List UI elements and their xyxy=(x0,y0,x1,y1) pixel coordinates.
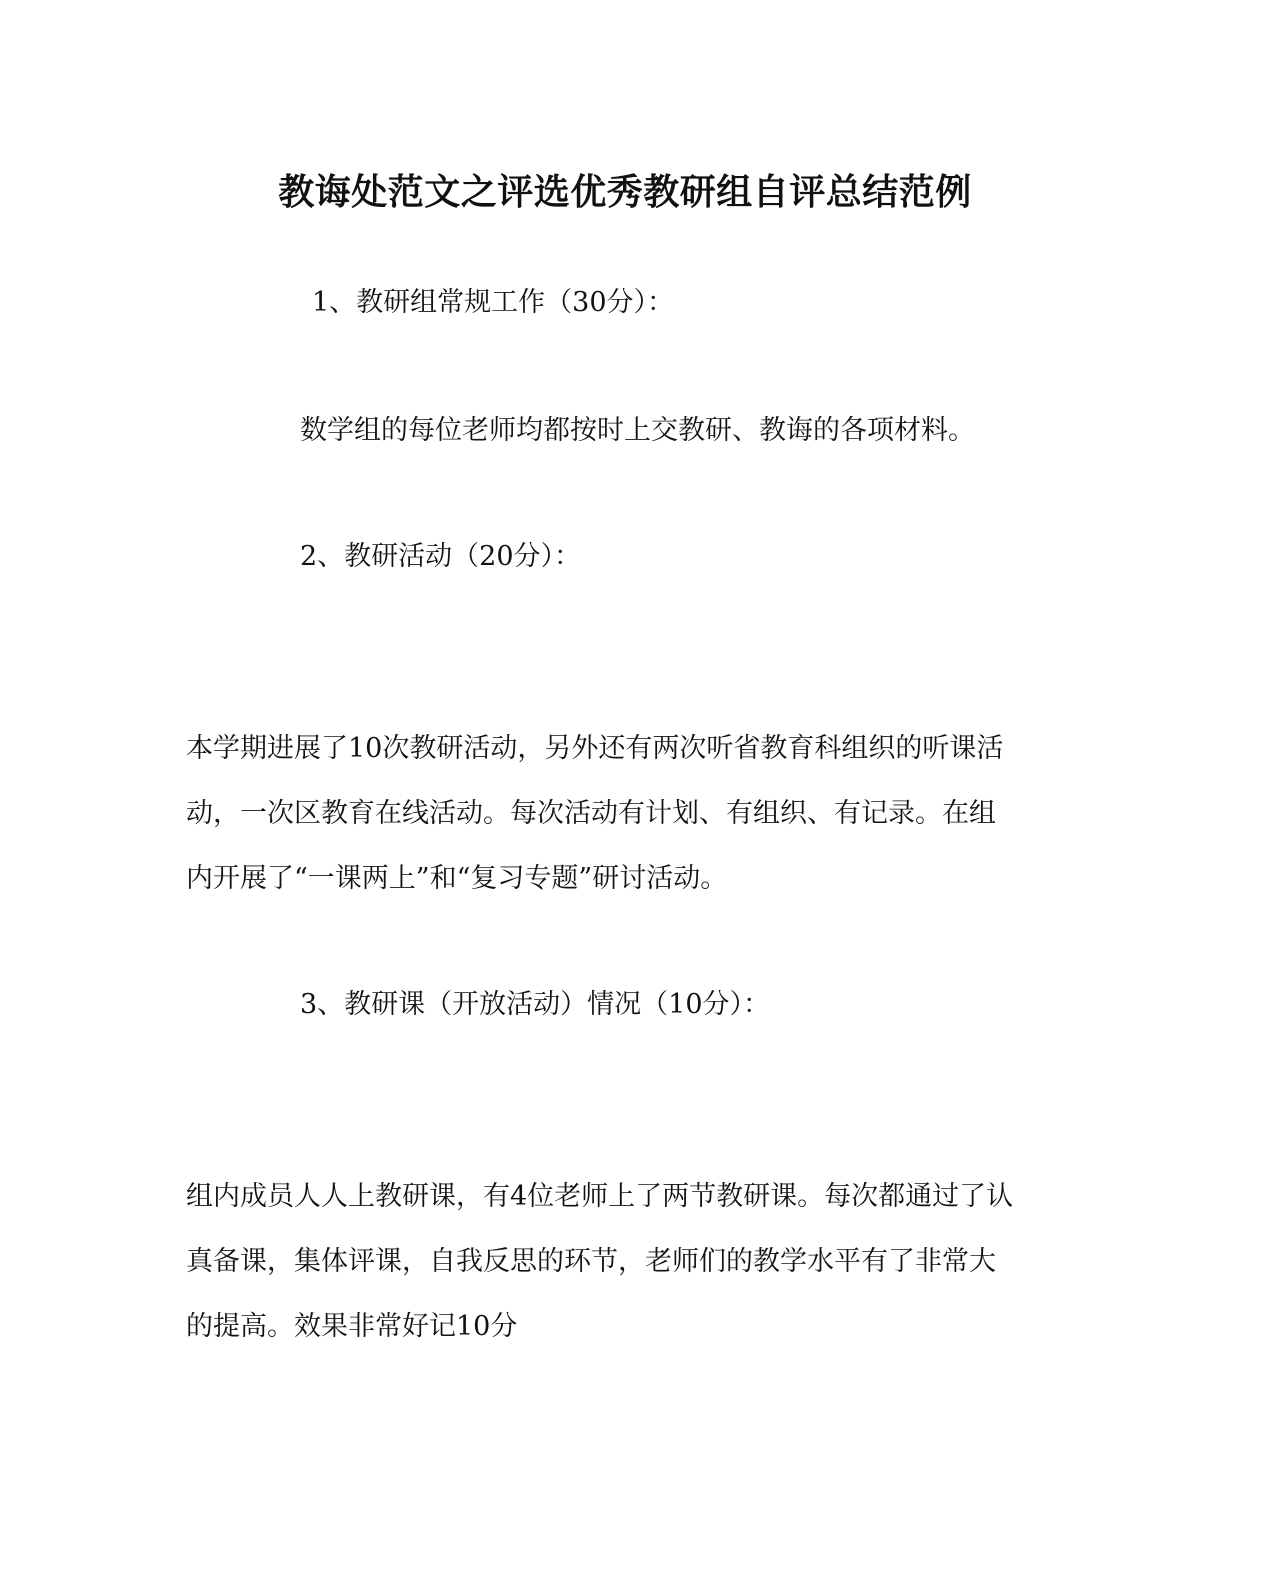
section-1-paragraph-line: 数学组的每位老师均都按时上交教研、教诲的各项材料。 xyxy=(300,415,975,446)
section-3-paragraph-line-3: 的提高。效果非常好记10分 xyxy=(186,1311,518,1342)
section-3-paragraph-line-1: 组内成员人人上教研课，有4位老师上了两节教研课。每次都通过了认 xyxy=(186,1181,1014,1212)
document-title: 教诲处范文之评选优秀教研组自评总结范例 xyxy=(278,171,972,213)
section-3-heading: 3、教研课（开放活动）情况（10分）： xyxy=(300,989,771,1020)
section-2-paragraph-line-2: 动，一次区教育在线活动。每次活动有计划、有组织、有记录。在组 xyxy=(186,798,996,829)
section-1-heading: 1、教研组常规工作（30分）： xyxy=(312,287,675,318)
section-3-paragraph-line-2: 真备课，集体评课，自我反思的环节，老师们的教学水平有了非常大 xyxy=(186,1246,996,1277)
section-2-heading: 2、教研活动（20分）： xyxy=(300,541,582,572)
section-2-paragraph-line-1: 本学期进展了10次教研活动，另外还有两次听省教育科组织的听课活 xyxy=(186,733,1004,764)
section-2-paragraph-line-3: 内开展了“一课两上”和“复习专题”研讨活动。 xyxy=(186,863,728,894)
